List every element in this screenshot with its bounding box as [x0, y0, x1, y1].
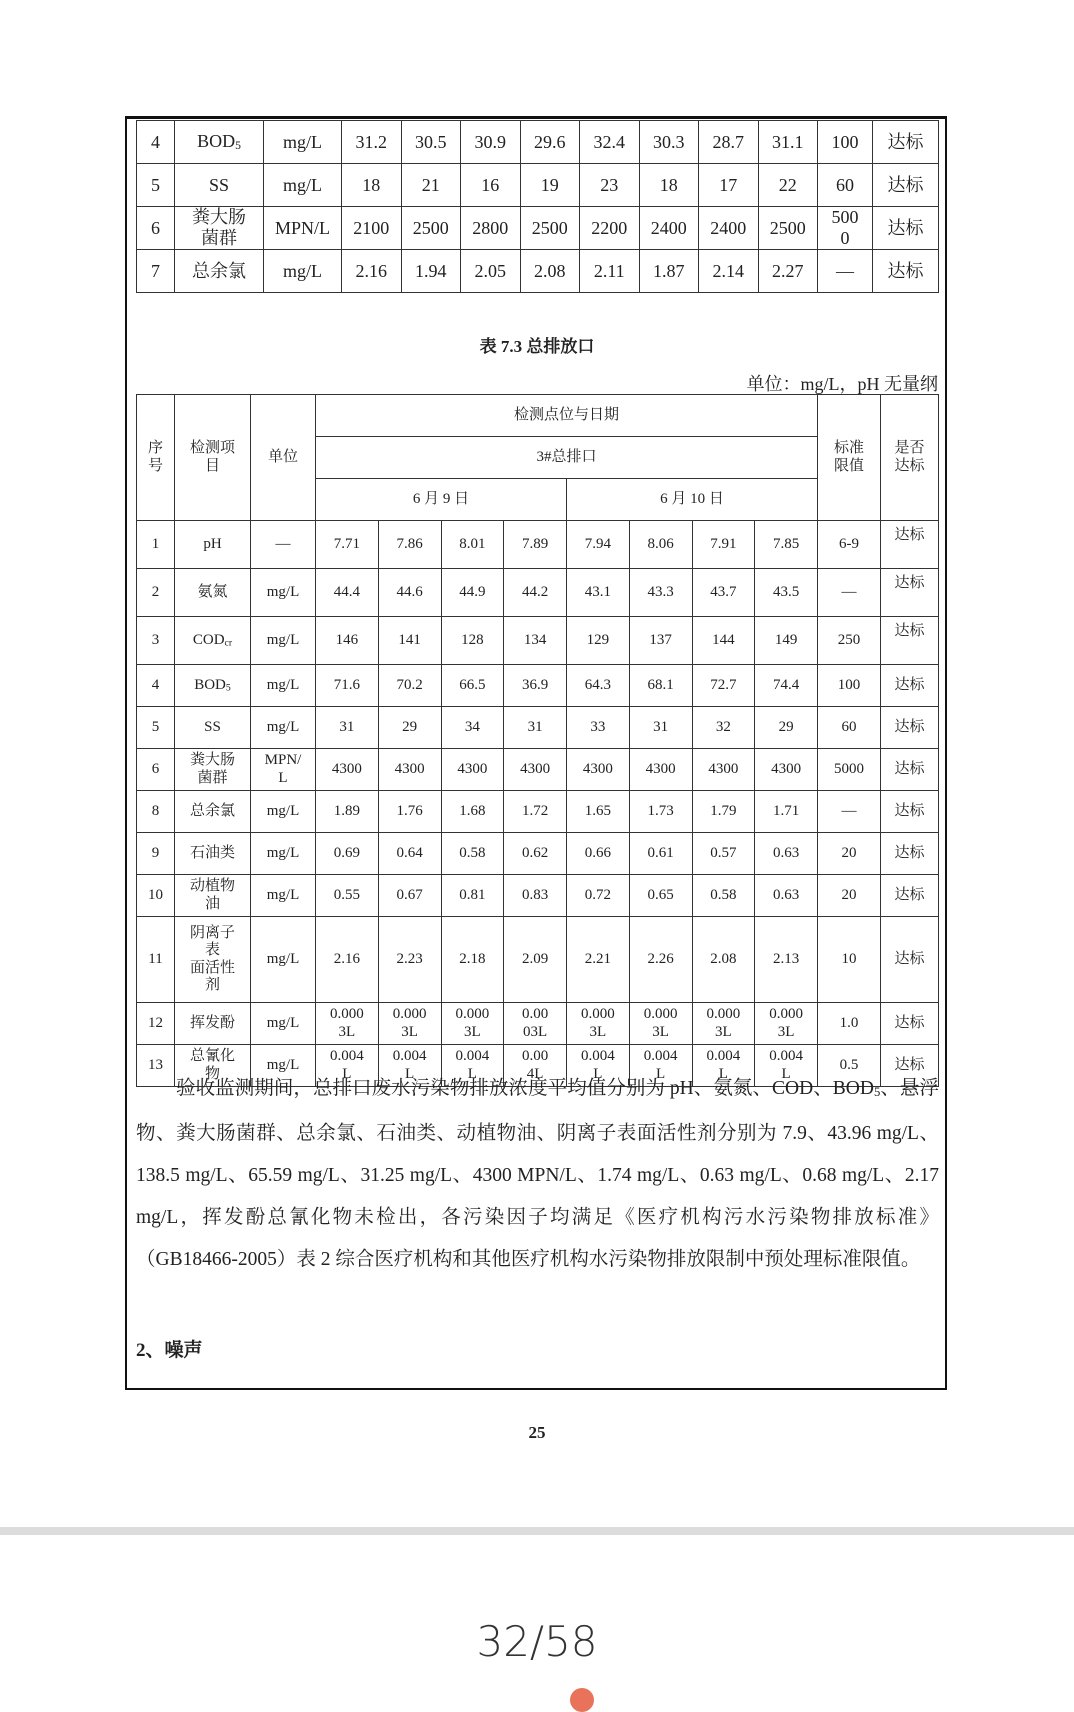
cell-item — [175, 207, 264, 250]
cell-value: 43.7 — [692, 569, 755, 617]
table-caption: 表 7.3 总排放口 — [479, 337, 595, 356]
item-name: SS — [204, 718, 221, 735]
page-separator — [0, 1527, 1074, 1535]
table-row — [137, 121, 939, 164]
cell-item — [175, 749, 251, 791]
cell-value: 19 — [520, 164, 580, 207]
cell-value: 7.94 — [567, 521, 630, 569]
cell-value: 2.21 — [567, 917, 630, 1003]
cell-no: 6 — [137, 207, 175, 250]
cell-value: 0.63 — [755, 875, 818, 917]
cell-result: 达标 — [873, 207, 939, 250]
cell-value: 2200 — [580, 207, 640, 250]
item-name: 总氰化 物 — [189, 1048, 235, 1082]
cell-value: 129 — [567, 617, 630, 665]
item-name: 氨氮 — [197, 583, 228, 600]
cell-value: 4300 — [567, 749, 630, 791]
cell-result: 达标 — [873, 121, 939, 164]
cell-limit: — — [818, 791, 881, 833]
cell-unit: mg/L — [251, 617, 316, 665]
cell-unit: mg/L — [264, 121, 342, 164]
cell-value: 0.61 — [629, 833, 692, 875]
cell-value: 29.6 — [520, 121, 580, 164]
cell-unit: mg/L — [264, 164, 342, 207]
cell-value: 2.26 — [629, 917, 692, 1003]
table-row — [137, 665, 939, 707]
cell-value: 7.71 — [316, 521, 379, 569]
cell-unit: mg/L — [251, 791, 316, 833]
cell-value: 2.18 — [441, 917, 504, 1003]
table-row — [137, 164, 939, 207]
cell-value: 1.65 — [567, 791, 630, 833]
cell-value: 4300 — [378, 749, 441, 791]
item-name: BOD — [197, 131, 236, 152]
cell-value: 30.3 — [639, 121, 699, 164]
cell-value: 7.86 — [378, 521, 441, 569]
cell-limit: 0.5 — [818, 1045, 881, 1087]
cell-value: 31.1 — [758, 121, 818, 164]
cell-limit: — — [818, 569, 881, 617]
cell-value: 141 — [378, 617, 441, 665]
cell-value: 36.9 — [504, 665, 567, 707]
cell-value: 0.58 — [692, 875, 755, 917]
cell-value: 1.94 — [401, 250, 461, 293]
cell-value: 0.58 — [441, 833, 504, 875]
cell-value: 68.1 — [629, 665, 692, 707]
cell-value: 0.000 3L — [378, 1003, 441, 1045]
table-row — [137, 617, 939, 665]
cell-value: 7.85 — [755, 521, 818, 569]
cell-value: 0.63 — [755, 833, 818, 875]
cell-value: 30.9 — [461, 121, 521, 164]
cell-value: 0.57 — [692, 833, 755, 875]
paragraph-subscript: 5 — [873, 1084, 881, 1099]
cell-value: 0.81 — [441, 875, 504, 917]
cell-value: 2800 — [461, 207, 521, 250]
cell-result: 达标 — [881, 707, 939, 749]
item-name: 挥发酚 — [189, 1014, 235, 1031]
item-name: 阴离子 表 面活性 剂 — [189, 925, 235, 993]
cell-value: 0.000 3L — [629, 1003, 692, 1045]
cell-limit: 100 — [818, 121, 873, 164]
header-date-2: 6 月 10 日 — [567, 479, 818, 521]
cell-result: 达标 — [881, 1003, 939, 1045]
table-row — [137, 569, 939, 617]
cell-unit: MPN/L — [264, 207, 342, 250]
cell-value: 23 — [580, 164, 640, 207]
cell-result: 达标 — [873, 250, 939, 293]
cell-value: 18 — [342, 164, 402, 207]
cell-result: 达标 — [881, 569, 939, 617]
cell-value: 22 — [758, 164, 818, 207]
item-subscript: cr — [224, 637, 233, 649]
cell-no: 12 — [137, 1003, 175, 1045]
table-row — [137, 707, 939, 749]
cell-item — [175, 833, 251, 875]
cell-value: 2.23 — [378, 917, 441, 1003]
cell-value: 31 — [629, 707, 692, 749]
cell-value: 0.000 3L — [755, 1003, 818, 1045]
item-name: 总余氯 — [192, 260, 246, 281]
cell-value: 43.5 — [755, 569, 818, 617]
cell-value: 2.14 — [699, 250, 759, 293]
cell-item — [175, 617, 251, 665]
cell-result: 达标 — [881, 1045, 939, 1087]
cell-no: 4 — [137, 665, 175, 707]
table-7-3 — [136, 394, 939, 1087]
cell-item — [175, 917, 251, 1003]
header-date-1: 6 月 9 日 — [316, 479, 567, 521]
cell-value: 0.000 3L — [692, 1003, 755, 1045]
cell-value: 2.05 — [461, 250, 521, 293]
cell-limit: 60 — [818, 164, 873, 207]
cell-value: 31 — [504, 707, 567, 749]
item-name: BOD — [194, 676, 226, 693]
cell-value: 137 — [629, 617, 692, 665]
cell-value: 0.62 — [504, 833, 567, 875]
item-name: pH — [203, 535, 222, 552]
cell-value: 0.004 L — [378, 1045, 441, 1087]
cell-unit: — — [251, 521, 316, 569]
cell-value: 71.6 — [316, 665, 379, 707]
cell-value: 34 — [441, 707, 504, 749]
cell-value: 0.004 L — [629, 1045, 692, 1087]
cell-value: 1.79 — [692, 791, 755, 833]
cell-result: 达标 — [881, 521, 939, 569]
cell-result: 达标 — [881, 665, 939, 707]
cell-value: 2400 — [699, 207, 759, 250]
cell-value: 4300 — [755, 749, 818, 791]
cell-value: 1.76 — [378, 791, 441, 833]
cell-result: 达标 — [881, 875, 939, 917]
header-site: 3#总排口 — [316, 437, 818, 479]
cell-value: 128 — [441, 617, 504, 665]
cell-value: 8.01 — [441, 521, 504, 569]
page-number: 25 — [528, 1423, 546, 1442]
table-row — [137, 875, 939, 917]
cell-item — [175, 164, 264, 207]
cell-value: 16 — [461, 164, 521, 207]
item-name: 石油类 — [189, 844, 235, 861]
cell-value: 1.71 — [755, 791, 818, 833]
cell-value: 4300 — [504, 749, 567, 791]
header-group: 检测点位与日期 — [316, 395, 818, 437]
item-name: SS — [208, 174, 230, 195]
cell-no: 1 — [137, 521, 175, 569]
cell-result: 达标 — [881, 917, 939, 1003]
cell-value: 70.2 — [378, 665, 441, 707]
cell-value: 1.73 — [629, 791, 692, 833]
previous-table-continuation — [136, 120, 939, 293]
cell-item — [175, 521, 251, 569]
cell-limit: 6-9 — [818, 521, 881, 569]
paragraph-part-2: 、悬浮物、粪大肠菌群、总余氯、石油类、动植物油、阴离子表面活性剂分别为 7.9、43.96 mg/L、138.5 mg/L、65.59 mg/L、31.25 mg/L、4300 MPN/L、1.74 mg/L、0.63 mg/L、0.68 mg/L、2.17 mg/L，挥发酚总氰化物未检出，各污染因子均满足《医疗机构污水污染物排放标准》（GB18466-2005）表 2 综合医疗机构和其他医疗机构水污染物排放限制中预处理标准限值。 — [136, 1078, 939, 1270]
item-subscript: 5 — [235, 139, 241, 153]
cell-item — [175, 707, 251, 749]
cell-limit: 1.0 — [818, 1003, 881, 1045]
cell-limit: 20 — [818, 875, 881, 917]
cell-value: 0.004 L — [441, 1045, 504, 1087]
table-row — [137, 207, 939, 250]
table-row — [137, 1003, 939, 1045]
cell-value: 30.5 — [401, 121, 461, 164]
cell-no: 8 — [137, 791, 175, 833]
cell-value: 31.2 — [342, 121, 402, 164]
cell-value: 1.72 — [504, 791, 567, 833]
cell-value: 29 — [755, 707, 818, 749]
cell-value: 2500 — [401, 207, 461, 250]
floating-action-button[interactable] — [570, 1688, 594, 1712]
cell-unit: mg/L — [251, 707, 316, 749]
cell-value: 2.11 — [580, 250, 640, 293]
cell-value: 0.004 L — [692, 1045, 755, 1087]
cell-value: 0.000 3L — [567, 1003, 630, 1045]
cell-value: 0.00 03L — [504, 1003, 567, 1045]
cell-value: 32 — [692, 707, 755, 749]
cell-result: 达标 — [881, 791, 939, 833]
table-row — [137, 833, 939, 875]
cell-no: 11 — [137, 917, 175, 1003]
cell-value: 33 — [567, 707, 630, 749]
cell-value: 0.000 3L — [316, 1003, 379, 1045]
cell-limit: — — [818, 250, 873, 293]
unit-note: 单位：mg/L，pH 无量纲 — [746, 374, 938, 394]
cell-value: 7.89 — [504, 521, 567, 569]
cell-value: 144 — [692, 617, 755, 665]
cell-value: 0.55 — [316, 875, 379, 917]
cell-limit: 20 — [818, 833, 881, 875]
cell-unit: mg/L — [251, 917, 316, 1003]
header-limit: 标准 限值 — [818, 395, 881, 521]
header-unit: 单位 — [251, 395, 316, 521]
cell-value: 64.3 — [567, 665, 630, 707]
cell-value: 31 — [316, 707, 379, 749]
cell-result: 达标 — [881, 749, 939, 791]
paragraph-part-1: 验收监测期间，总排口废水污染物排放浓度平均值分别为 pH、氨氮、COD、BOD — [176, 1078, 874, 1099]
cell-value: 44.2 — [504, 569, 567, 617]
cell-value: 74.4 — [755, 665, 818, 707]
cell-value: 29 — [378, 707, 441, 749]
cell-value: 2.16 — [342, 250, 402, 293]
cell-no: 5 — [137, 707, 175, 749]
cell-value: 2.08 — [520, 250, 580, 293]
cell-unit: mg/L — [251, 665, 316, 707]
cell-item — [175, 791, 251, 833]
cell-value: 2.16 — [316, 917, 379, 1003]
cell-value: 0.004 L — [567, 1045, 630, 1087]
cell-value: 21 — [401, 164, 461, 207]
cell-unit: mg/L — [264, 250, 342, 293]
cell-no: 10 — [137, 875, 175, 917]
cell-item — [175, 121, 264, 164]
cell-limit: 250 — [818, 617, 881, 665]
table-row — [137, 250, 939, 293]
cell-value: 0.00 4L — [504, 1045, 567, 1087]
cell-value: 0.004 L — [316, 1045, 379, 1087]
cell-value: 134 — [504, 617, 567, 665]
cell-value: 32.4 — [580, 121, 640, 164]
cell-item — [175, 665, 251, 707]
cell-value: 0.72 — [567, 875, 630, 917]
cell-no: 6 — [137, 749, 175, 791]
cell-value: 1.87 — [639, 250, 699, 293]
cell-unit: mg/L — [251, 569, 316, 617]
cell-value: 0.83 — [504, 875, 567, 917]
cell-limit: 10 — [818, 917, 881, 1003]
cell-value: 44.9 — [441, 569, 504, 617]
table-row — [137, 521, 939, 569]
cell-value: 1.68 — [441, 791, 504, 833]
header-item: 检测项 目 — [175, 395, 251, 521]
cell-value: 28.7 — [699, 121, 759, 164]
cell-value: 2.08 — [692, 917, 755, 1003]
cell-result: 达标 — [881, 617, 939, 665]
cell-no: 5 — [137, 164, 175, 207]
cell-value: 4300 — [692, 749, 755, 791]
item-name: 总余氯 — [189, 802, 235, 819]
item-name: 粪大肠 菌群 — [189, 752, 235, 786]
cell-unit: mg/L — [251, 833, 316, 875]
cell-value: 7.91 — [692, 521, 755, 569]
cell-limit: 60 — [818, 707, 881, 749]
cell-no: 13 — [137, 1045, 175, 1087]
cell-item — [175, 875, 251, 917]
cell-result: 达标 — [873, 164, 939, 207]
cell-value: 2500 — [520, 207, 580, 250]
cell-value: 2.13 — [755, 917, 818, 1003]
cell-value: 0.67 — [378, 875, 441, 917]
page-counter: 32/58 — [476, 1617, 598, 1666]
cell-value: 2400 — [639, 207, 699, 250]
cell-value: 146 — [316, 617, 379, 665]
cell-value: 2.27 — [758, 250, 818, 293]
cell-value: 0.004 L — [755, 1045, 818, 1087]
cell-value: 0.65 — [629, 875, 692, 917]
cell-value: 72.7 — [692, 665, 755, 707]
cell-limit: 100 — [818, 665, 881, 707]
item-subscript: 5 — [225, 682, 231, 694]
cell-value: 1.89 — [316, 791, 379, 833]
cell-unit: mg/L — [251, 1045, 316, 1087]
cell-unit: mg/L — [251, 1003, 316, 1045]
item-name: COD — [192, 631, 225, 648]
cell-no: 2 — [137, 569, 175, 617]
cell-value: 43.1 — [567, 569, 630, 617]
cell-value: 4300 — [441, 749, 504, 791]
cell-unit: MPN/ L — [251, 749, 316, 791]
summary-paragraph — [136, 1068, 939, 1281]
cell-item — [175, 569, 251, 617]
cell-item — [175, 250, 264, 293]
cell-value: 8.06 — [629, 521, 692, 569]
cell-value: 43.3 — [629, 569, 692, 617]
header-result: 是否 达标 — [881, 395, 939, 521]
cell-value: 2.09 — [504, 917, 567, 1003]
cell-value: 0.66 — [567, 833, 630, 875]
cell-no: 3 — [137, 617, 175, 665]
section-heading: 2、噪声 — [136, 1340, 203, 1361]
cell-value: 17 — [699, 164, 759, 207]
cell-unit: mg/L — [251, 875, 316, 917]
cell-value: 2100 — [342, 207, 402, 250]
item-name: 粪大肠 菌群 — [192, 207, 246, 248]
cell-no: 9 — [137, 833, 175, 875]
cell-value: 149 — [755, 617, 818, 665]
cell-item — [175, 1003, 251, 1045]
cell-value: 44.6 — [378, 569, 441, 617]
cell-value: 4300 — [316, 749, 379, 791]
cell-value: 0.69 — [316, 833, 379, 875]
cell-result: 达标 — [881, 833, 939, 875]
cell-no: 4 — [137, 121, 175, 164]
cell-value: 4300 — [629, 749, 692, 791]
cell-value: 66.5 — [441, 665, 504, 707]
cell-limit: 5000 — [818, 749, 881, 791]
cell-value: 2500 — [758, 207, 818, 250]
cell-value: 0.000 3L — [441, 1003, 504, 1045]
cell-value: 44.4 — [316, 569, 379, 617]
table-row — [137, 791, 939, 833]
cell-limit: 500 0 — [818, 207, 873, 250]
cell-value: 0.64 — [378, 833, 441, 875]
cell-value: 18 — [639, 164, 699, 207]
item-name: 动植物 油 — [189, 878, 235, 912]
table-row — [137, 917, 939, 1003]
table-row — [137, 749, 939, 791]
header-no: 序 号 — [137, 395, 175, 521]
cell-no: 7 — [137, 250, 175, 293]
